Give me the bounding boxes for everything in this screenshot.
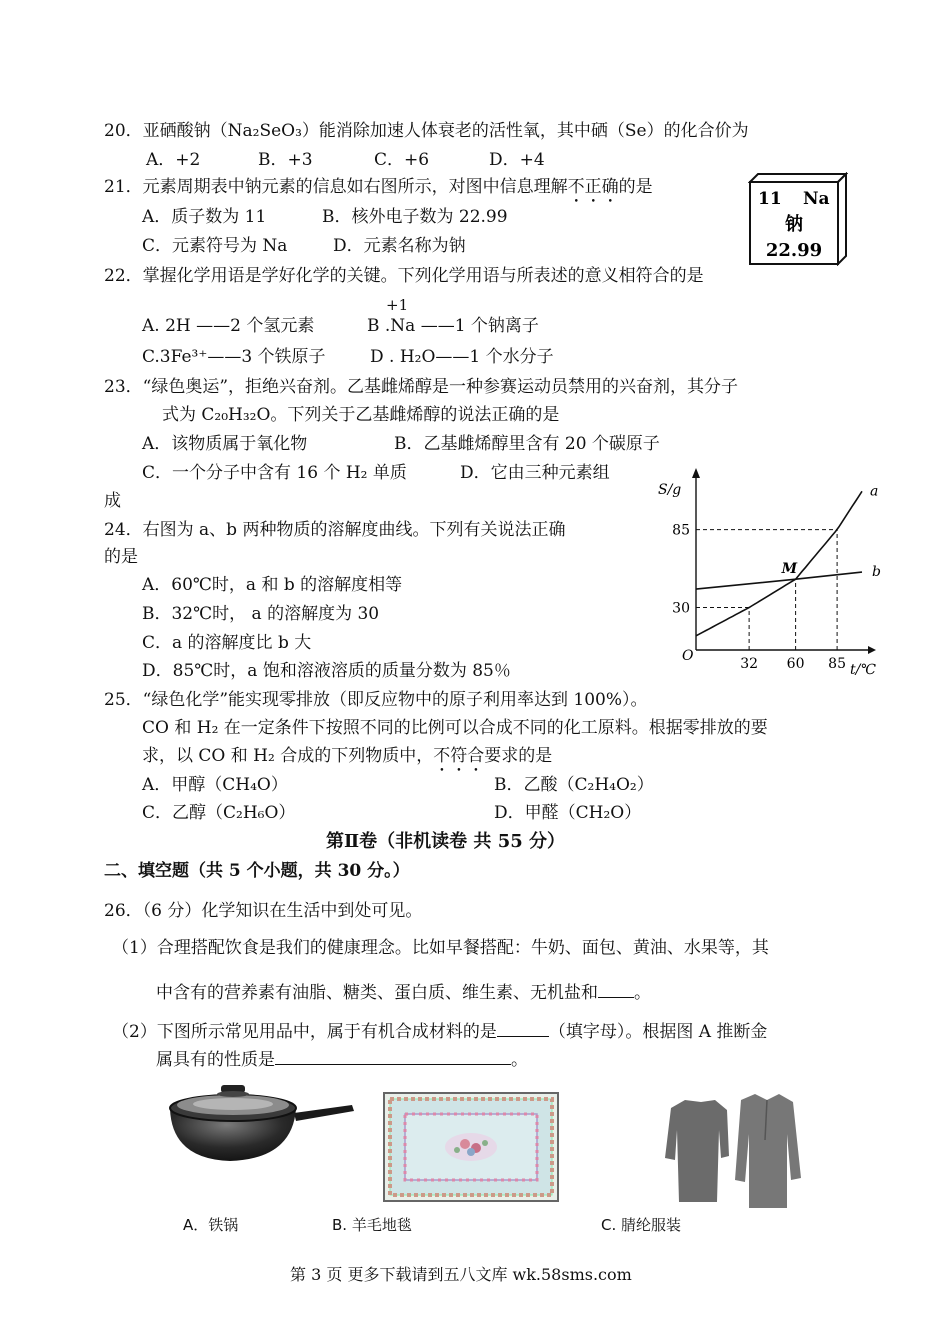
- solubility-chart: [650, 460, 890, 685]
- iron-wok-image: [166, 1075, 356, 1165]
- q24-option-d: D．85℃时，a 饱和溶液溶质的质量分数为 85％: [142, 661, 511, 681]
- element-symbol: Na: [803, 189, 830, 209]
- q26-part2-end: 。: [511, 1050, 528, 1070]
- point-m-label: M: [781, 561, 798, 578]
- q22-option-b: B .Na ——1 个钠离子: [367, 316, 539, 336]
- q25-option-d: D．甲醛（CH₂O）: [494, 803, 642, 823]
- q21-option-d: D．元素名称为钠: [333, 236, 466, 256]
- x-tick-32: 32: [740, 656, 759, 672]
- q23-option-b: B．乙基雌烯醇里含有 20 个碳原子: [394, 434, 660, 454]
- q25-option-c: C．乙醇（C₂H₆O）: [142, 803, 296, 823]
- q22-option-c: C.3Fe³⁺——3 个铁原子: [142, 347, 326, 367]
- q20-option-a: A．+2: [146, 150, 201, 170]
- q22-charge-label: +1: [386, 296, 409, 314]
- q22-option-d: D . H₂O——1 个水分子: [370, 347, 554, 367]
- q26-part2-line2-text: 属具有的性质是: [156, 1050, 275, 1070]
- q21-emphasis: 不正确: [567, 177, 619, 197]
- q26-part2-text-end: （填字母）。根据图 A 推断金: [548, 1022, 768, 1042]
- caption-a: A．铁锅: [183, 1216, 239, 1234]
- q25-option-b: B．乙酸（C₂H₄O₂）: [494, 775, 654, 795]
- q23-option-c: C．一个分子中含有 16 个 H₂ 单质: [142, 463, 407, 483]
- answer-blank-2[interactable]: [497, 1020, 549, 1037]
- q24-option-b: B．32℃时， a 的溶解度为 30: [142, 604, 380, 624]
- x-axis-label: t/℃: [850, 662, 877, 678]
- q21-option-a: A．质子数为 11: [142, 207, 267, 227]
- q21-stem-end: 的是: [618, 177, 653, 197]
- q25-stem-line3: [142, 746, 552, 776]
- x-tick-85: 85: [828, 656, 847, 672]
- series-b-label: b: [872, 564, 881, 581]
- q26-part2-line1: [112, 1020, 767, 1042]
- q20-stem: 20．亚硒酸钠（Na₂SeO₃）能消除加速人体衰老的活性氧，其中硒（Se）的化合价为: [104, 121, 749, 141]
- q21-stem-text: 21．元素周期表中钠元素的信息如右图所示，对图中信息理解: [104, 177, 568, 197]
- q25-stem-line2: CO 和 H₂ 在一定条件下按照不同的比例可以合成不同的化工原料。根据零排放的要: [142, 718, 768, 738]
- caption-c: C. 腈纶服装: [601, 1216, 682, 1234]
- q25-emphasis: 不符合: [433, 746, 485, 766]
- origin-label: O: [682, 648, 694, 664]
- q24-stem-line2: 的是: [104, 547, 138, 567]
- y-axis-arrow: [692, 468, 700, 478]
- caption-b: B. 羊毛地毯: [332, 1216, 412, 1234]
- element-number: 11: [758, 189, 782, 209]
- q26-part1-line2: [156, 981, 651, 1003]
- q21-option-b: B．核外电子数为 22.99: [322, 207, 508, 227]
- wool-carpet-image: [383, 1092, 559, 1202]
- q23-stem-line1: 23．“绿色奥运”，拒绝兴奋剂。乙基雌烯醇是一种参赛运动员禁用的兴奋剂，其分子: [104, 377, 739, 397]
- acrylic-clothing-image: [655, 1090, 805, 1210]
- section-title: 二、填空题（共 5 个小题，共 30 分。）: [104, 861, 410, 881]
- q24-option-a: A．60℃时，a 和 b 的溶解度相等: [142, 575, 403, 595]
- q20-option-d: D．+4: [489, 150, 545, 170]
- q24-option-c: C．a 的溶解度比 b 大: [142, 633, 312, 653]
- q23-option-d-wrap: 成: [104, 491, 121, 511]
- q22-stem: 22．掌握化学用语是学好化学的关键。下列化学用语与所表述的意义相符合的是: [104, 266, 704, 286]
- y-tick-30: 30: [672, 600, 690, 617]
- part2-title: 第Ⅱ卷（非机读卷 共 55 分）: [326, 831, 566, 852]
- answer-blank-3[interactable]: [275, 1048, 511, 1065]
- q26-stem: 26．（6 分）化学知识在生活中到处可见。: [104, 901, 423, 921]
- y-tick-85: 85: [672, 522, 690, 539]
- q24-stem-line1: 24．右图为 a、b 两种物质的溶解度曲线。下列有关说法正确: [104, 520, 566, 540]
- x-tick-60: 60: [786, 656, 805, 672]
- element-mass: 22.99: [765, 240, 823, 261]
- x-axis-arrow: [868, 646, 876, 654]
- q26-part2-text: （2）下图所示常见用品中，属于有机合成材料的是: [112, 1022, 497, 1042]
- q25-stem-text: 求，以 CO 和 H₂ 合成的下列物质中，: [142, 746, 434, 766]
- q21-option-c: C．元素符号为 Na: [142, 236, 288, 256]
- q20-option-c: C．+6: [374, 150, 430, 170]
- sodium-element-card: [748, 172, 848, 266]
- q26-part1-line1: （1）合理搭配饮食是我们的健康理念。比如早餐搭配：牛奶、面包、黄油、水果等，其: [112, 938, 769, 958]
- q23-stem-line2: 式为 C₂₀H₃₂O。下列关于乙基雌烯醇的说法正确的是: [162, 405, 560, 425]
- page-footer: 第 3 页 更多下载请到五八文库 wk.58sms.com: [290, 1265, 632, 1284]
- q25-stem-end: 要求的是: [484, 746, 553, 766]
- q23-option-d: D．它由三种元素组: [460, 463, 610, 483]
- y-axis-label: S/g: [658, 482, 682, 498]
- q23-option-a: A．该物质属于氧化物: [142, 434, 308, 454]
- series-a-label: a: [870, 483, 879, 500]
- element-name: 钠: [785, 214, 803, 235]
- q25-option-a: A．甲醇（CH₄O）: [142, 775, 288, 795]
- answer-blank-1[interactable]: [598, 981, 634, 998]
- q21-stem: [104, 177, 653, 207]
- q26-part1-end: 。: [634, 983, 651, 1003]
- q26-part2-line2: [156, 1048, 528, 1070]
- q22-option-a: A. 2H ——2 个氢元素: [142, 316, 315, 336]
- q20-option-b: B．+3: [258, 150, 313, 170]
- q25-stem-line1: 25．“绿色化学”能实现零排放（即反应物中的原子利用率达到 100%）。: [104, 690, 648, 710]
- q26-part1-text: 中含有的营养素有油脂、糖类、蛋白质、维生素、无机盐和: [156, 983, 598, 1003]
